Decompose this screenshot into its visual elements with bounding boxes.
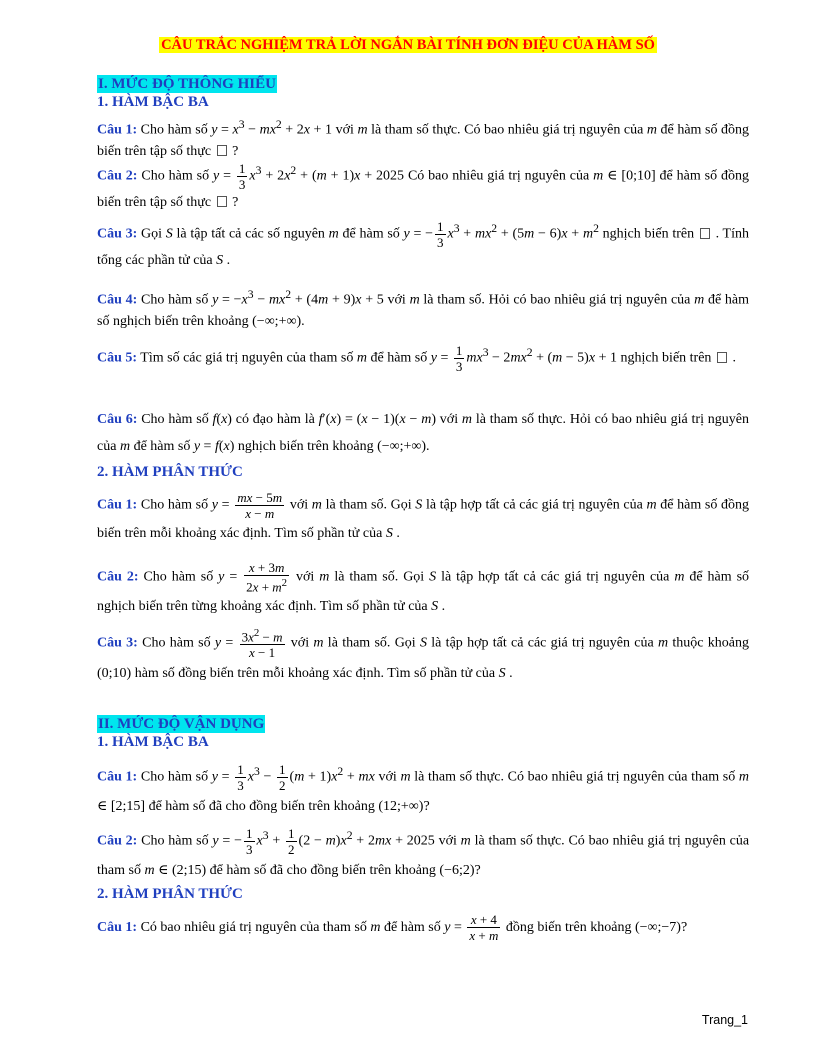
fraction: $\frac{1}{2}$ bbox=[279, 761, 286, 793]
group-heading: 1. HÀM BẬC BA bbox=[97, 734, 209, 750]
question: Câu 6: Cho hàm số f(x) có đạo hàm là f′(x) = (x − 1)(x − m) với m là tham số thực. Hỏi có bao nhiêu giá trị nguyên của m để hàm số y = f(x) nghịch biến trên khoảng (−∞;+∞). bbox=[97, 412, 749, 454]
fraction: $\frac{1}{3}$ bbox=[437, 218, 444, 250]
group-heading: 2. HÀM PHÂN THỨC bbox=[97, 886, 243, 902]
missing-glyph-icon bbox=[700, 228, 710, 239]
question: Câu 3: Cho hàm số y = $\frac{3x^2 - m}{x - 1}$ với m là tham số. Gọi S là tập hợp tất cả các giá trị nguyên của m thuộc khoảng (0;10) hàm số đồng biến trên mỗi khoảng xác định. Tìm số phần tử của S . bbox=[97, 627, 750, 682]
page-footer: Trang_1 bbox=[701, 1013, 748, 1027]
fraction: $\frac{x + 3m}{2x + m^2}$ bbox=[246, 560, 288, 595]
group-heading: 2. HÀM PHÂN THỨC bbox=[97, 464, 243, 480]
question: Câu 2: Cho hàm số y = $\frac{1}{3}$ $x^3 + 2x^2 + (m + 1)x + 2025$ Có bao nhiêu giá trị nguyên của m ∈ [0;10] để hàm số đồng biến trên tập số thực ? bbox=[97, 160, 750, 210]
fraction: $\frac{1}{3}$ bbox=[246, 825, 253, 857]
section-heading: II. MỨC ĐỘ VẬN DỤNG bbox=[98, 716, 265, 732]
question: Câu 2: Cho hàm số y = $\frac{x + 3m}{2x + m^2}$ với m là tham số. Gọi S là tập hợp tất cả các giá trị nguyên của m để hàm số nghịch biến trên từng khoảng xác định. Tìm số phần tử của S . bbox=[97, 560, 750, 615]
missing-glyph-icon bbox=[717, 352, 727, 363]
fraction: $\frac{1}{3}$ bbox=[237, 761, 244, 793]
fraction: $\frac{1}{2}$ bbox=[288, 825, 295, 857]
question: Câu 1: Có bao nhiêu giá trị nguyên của tham số m để hàm số y = $\frac{x + 4}{x + m}$ đồng biến trên khoảng (−∞;−7)? bbox=[97, 912, 688, 944]
missing-glyph-icon bbox=[217, 145, 227, 156]
group-heading: 1. HÀM BẬC BA bbox=[97, 94, 209, 110]
fraction: $\frac{3x^2 - m}{x - 1}$ bbox=[241, 627, 283, 661]
page-title bbox=[0, 36, 816, 54]
question: Câu 1: Cho hàm số y = $\frac{mx - 5m}{x - m}$ với m là tham số. Gọi S là tập hợp tất cả các giá trị nguyên của m để hàm số đồng biến trên mỗi khoảng xác định. Tìm số phần tử của S . bbox=[97, 490, 750, 541]
fraction: $\frac{mx - 5m}{x - m}$ bbox=[237, 490, 283, 521]
fraction: $\frac{x + 4}{x + m}$ bbox=[469, 912, 499, 944]
page-title-text: CÂU TRẮC NGHIỆM TRẢ LỜI NGẮN BÀI TÍNH ĐƠN ĐIỆU CỦA HÀM SỐ bbox=[161, 37, 655, 53]
fraction: $\frac{1}{3}$ bbox=[455, 342, 463, 374]
section-heading: I. MỨC ĐỘ THÔNG HIỂU bbox=[98, 76, 276, 92]
question: Câu 4: Cho hàm số $y = -x^3 - mx^2 + (4m + 9)x + 5$ với m là tham số. Hỏi có bao nhiêu giá trị nguyên của m để hàm số nghịch biến trên khoảng (−∞;+∞). bbox=[97, 288, 750, 329]
fraction: $\frac{1}{3}$ bbox=[238, 160, 246, 192]
missing-glyph-icon bbox=[217, 196, 227, 207]
question: Câu 2: Cho hàm số y = − $\frac{1}{3}$ $x^3$ + $\frac{1}{2}$ $(2 - m)x^2 + 2mx + 2025$ với m là tham số thực. Có bao nhiêu giá trị nguyên của tham số m ∈ (2;15) để hàm số đã cho đồng biến trên khoảng (−6;2)? bbox=[97, 825, 750, 878]
question-label: Câu 1: bbox=[97, 122, 138, 138]
question: Câu 5: Tìm số các giá trị nguyên của tham số m để hàm số y = $\frac{1}{3}$ $mx^3 - 2mx^2 + (m - 5)x + 1$ nghịch biến trên . bbox=[97, 342, 736, 374]
question: Câu 1: Cho hàm số y = $\frac{1}{3}$ $x^3$ − $\frac{1}{2}$ $(m + 1)x^2$ + mx với m là tham số thực. Có bao nhiêu giá trị nguyên của tham số m ∈ [2;15] để hàm số đã cho đồng biến trên khoảng (12;+∞)? bbox=[97, 761, 750, 814]
question: Câu 3: Gọi S là tập tất cả các số nguyên m để hàm số y = − $\frac{1}{3}$ $x^3 + mx^2 + (5m - 6)x + m^2$ nghịch biến trên . Tính tổng các phần tử của S . bbox=[97, 218, 749, 268]
question: Câu 1: Cho hàm số $y = x^3 - mx^2 + 2x + 1$ với m là tham số thực. Có bao nhiêu giá trị nguyên của m để hàm số đồng biến trên tập số thực ? bbox=[97, 118, 750, 159]
